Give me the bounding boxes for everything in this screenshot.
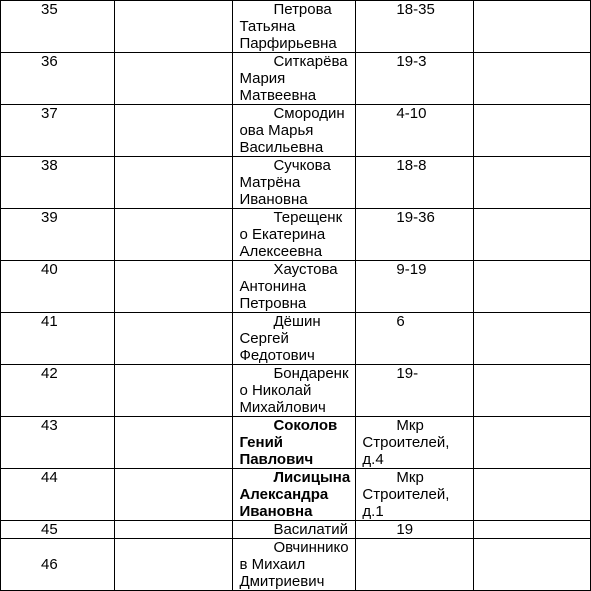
- full-name-line-wrap: [239, 174, 353, 191]
- address-line: 19: [396, 521, 414, 538]
- row-number: 40: [41, 261, 58, 278]
- full-name-cell: [233, 209, 356, 261]
- full-name-line: Овчиннико: [273, 539, 349, 556]
- table-row: [1, 105, 591, 157]
- empty-cell: [114, 521, 233, 539]
- row-number-cell: [1, 417, 115, 469]
- address-cell: [356, 313, 474, 365]
- full-name-line-wrap: [239, 226, 353, 243]
- address-line: Строителей,: [362, 434, 450, 451]
- address-cell: [356, 1, 474, 53]
- full-name-line: Мария: [239, 70, 286, 87]
- empty-cell: [114, 105, 233, 157]
- full-name-line: Михайлович: [239, 399, 326, 416]
- row-number-cell: [1, 521, 115, 539]
- full-name-line-wrap: [239, 1, 353, 18]
- address-cell: [356, 539, 474, 591]
- address-line: Мкр: [396, 417, 424, 434]
- full-name-line-wrap: [239, 157, 353, 174]
- row-number-cell: [1, 157, 115, 209]
- address-cell: [356, 105, 474, 157]
- address-line-wrap: [362, 209, 471, 226]
- address-cell: [356, 53, 474, 105]
- address-line-wrap: [362, 261, 471, 278]
- address-cell: [356, 209, 474, 261]
- full-name-line-wrap: [239, 261, 353, 278]
- row-number-cell: [1, 313, 115, 365]
- full-name-line-wrap: [239, 139, 353, 156]
- row-number-cell: [1, 261, 115, 313]
- empty-cell: [114, 209, 233, 261]
- full-name-line-wrap: [239, 122, 353, 139]
- address-line: д.1: [362, 503, 384, 520]
- full-name-line: о Николай: [239, 382, 312, 399]
- full-name-line: ова Марья: [239, 122, 314, 139]
- full-name-line-wrap: [239, 573, 353, 590]
- full-name-line-wrap: [239, 87, 353, 104]
- empty-cell: [474, 313, 591, 365]
- address-line: 4-10: [396, 105, 427, 122]
- row-number: 38: [41, 157, 58, 174]
- full-name-line-wrap: [239, 451, 353, 468]
- empty-cell: [114, 469, 233, 521]
- full-name-line: в Михаил: [239, 556, 306, 573]
- full-name-line-wrap: [239, 469, 353, 486]
- full-name-line: Дмитриевич: [239, 573, 325, 590]
- address-line-wrap: [362, 434, 471, 451]
- empty-cell: [474, 1, 591, 53]
- address-line-wrap: [362, 486, 471, 503]
- full-name-line-wrap: [239, 365, 353, 382]
- full-name-line: Татьяна: [239, 18, 296, 35]
- full-name-cell: [233, 417, 356, 469]
- table-row: [1, 261, 591, 313]
- address-line-wrap: [362, 503, 471, 520]
- full-name-line: Ситкарёва: [273, 53, 348, 70]
- address-line: 18-35: [396, 1, 435, 18]
- address-cell: [356, 157, 474, 209]
- row-number-cell: [1, 539, 115, 591]
- full-name-line: Петрова: [273, 1, 332, 18]
- full-name-line-wrap: [239, 18, 353, 35]
- address-line: Мкр: [396, 469, 424, 486]
- address-line-wrap: [362, 53, 471, 70]
- address-line: 19-: [396, 365, 419, 382]
- full-name-line-wrap: [239, 556, 353, 573]
- full-name-cell: [233, 539, 356, 591]
- full-name-line-wrap: [239, 243, 353, 260]
- empty-cell: [474, 261, 591, 313]
- full-name-line: Ивановна: [239, 191, 308, 208]
- address-line: 18-8: [396, 157, 427, 174]
- full-name-line: Соколов: [273, 417, 338, 434]
- full-name-line-wrap: [239, 417, 353, 434]
- full-name-line: Петровна: [239, 295, 307, 312]
- empty-cell: [474, 417, 591, 469]
- full-name-line: Александра: [239, 486, 329, 503]
- empty-cell: [114, 365, 233, 417]
- row-number-cell: [1, 209, 115, 261]
- empty-cell: [114, 53, 233, 105]
- full-name-line-wrap: [239, 295, 353, 312]
- full-name-cell: [233, 521, 356, 539]
- full-name-line: Лисицына: [273, 469, 351, 486]
- empty-cell: [114, 261, 233, 313]
- full-name-line: Матвеевна: [239, 87, 317, 104]
- row-number: 46: [41, 556, 58, 573]
- full-name-line-wrap: [239, 539, 353, 556]
- full-name-line-wrap: [239, 347, 353, 364]
- row-number: 43: [41, 417, 58, 434]
- full-name-cell: [233, 469, 356, 521]
- empty-cell: [114, 539, 233, 591]
- full-name-line: Смородин: [273, 105, 345, 122]
- empty-cell: [114, 417, 233, 469]
- full-name-cell: [233, 1, 356, 53]
- full-name-line: Васильевна: [239, 139, 324, 156]
- row-number: 36: [41, 53, 58, 70]
- table-row: [1, 521, 591, 539]
- address-line: 19-3: [396, 53, 427, 70]
- address-line-wrap: [362, 417, 471, 434]
- address-line-wrap: [362, 157, 471, 174]
- row-number: 45: [41, 521, 58, 538]
- empty-cell: [474, 539, 591, 591]
- full-name-cell: [233, 105, 356, 157]
- full-name-line-wrap: [239, 191, 353, 208]
- full-name-line: Сергей: [239, 330, 289, 347]
- row-number-cell: [1, 105, 115, 157]
- full-name-line: Терещенк: [273, 209, 343, 226]
- table-row: [1, 469, 591, 521]
- address-cell: [356, 521, 474, 539]
- table-row: [1, 417, 591, 469]
- address-cell: [356, 417, 474, 469]
- full-name-line: Василатий: [273, 521, 349, 538]
- full-name-line-wrap: [239, 399, 353, 416]
- empty-cell: [474, 521, 591, 539]
- address-line-wrap: [362, 521, 471, 538]
- full-name-line: Ивановна: [239, 503, 313, 520]
- full-name-line: Парфирьевна: [239, 35, 337, 52]
- address-line: Строителей,: [362, 486, 450, 503]
- row-number-cell: [1, 53, 115, 105]
- full-name-line-wrap: [239, 486, 353, 503]
- empty-cell: [474, 209, 591, 261]
- empty-cell: [114, 157, 233, 209]
- row-number: 35: [41, 1, 58, 18]
- empty-cell: [474, 105, 591, 157]
- table-row: [1, 539, 591, 591]
- table-row: [1, 313, 591, 365]
- full-name-line: о Екатерина: [239, 226, 326, 243]
- residents-table-body: [1, 1, 591, 591]
- address-line-wrap: [362, 1, 471, 18]
- full-name-line: Матрёна: [239, 174, 301, 191]
- row-number: 41: [41, 313, 58, 330]
- full-name-cell: [233, 53, 356, 105]
- table-row: [1, 365, 591, 417]
- full-name-line: Сучкова: [273, 157, 331, 174]
- empty-cell: [474, 365, 591, 417]
- row-number: 37: [41, 105, 58, 122]
- full-name-line-wrap: [239, 70, 353, 87]
- address-line-wrap: [362, 469, 471, 486]
- full-name-line-wrap: [239, 382, 353, 399]
- empty-cell: [114, 313, 233, 365]
- full-name-line-wrap: [239, 105, 353, 122]
- full-name-line: Хаустова: [273, 261, 338, 278]
- full-name-cell: [233, 365, 356, 417]
- full-name-line-wrap: [239, 35, 353, 52]
- address-line: 6: [396, 313, 405, 330]
- empty-cell: [474, 157, 591, 209]
- full-name-cell: [233, 313, 356, 365]
- row-number: 44: [41, 469, 58, 486]
- empty-cell: [114, 1, 233, 53]
- table-row: [1, 157, 591, 209]
- address-cell: [356, 261, 474, 313]
- table-row: [1, 209, 591, 261]
- address-line-wrap: [362, 105, 471, 122]
- table-row: [1, 1, 591, 53]
- row-number-cell: [1, 1, 115, 53]
- full-name-line: Алексеевна: [239, 243, 323, 260]
- full-name-line: Павлович: [239, 451, 314, 468]
- table-row: [1, 53, 591, 105]
- full-name-line-wrap: [239, 330, 353, 347]
- empty-cell: [474, 53, 591, 105]
- address-line-wrap: [362, 365, 471, 382]
- full-name-line: Дёшин: [273, 313, 321, 330]
- full-name-line: Федотович: [239, 347, 315, 364]
- address-cell: [356, 469, 474, 521]
- full-name-line-wrap: [239, 434, 353, 451]
- full-name-line: Бондаренк: [273, 365, 349, 382]
- full-name-line-wrap: [239, 278, 353, 295]
- address-cell: [356, 365, 474, 417]
- full-name-line: Антонина: [239, 278, 307, 295]
- address-line-wrap: [362, 313, 471, 330]
- full-name-cell: [233, 261, 356, 313]
- full-name-line-wrap: [239, 503, 353, 520]
- row-number: 42: [41, 365, 58, 382]
- full-name-line-wrap: [239, 313, 353, 330]
- address-line-wrap: [362, 451, 471, 468]
- address-line: 19-36: [396, 209, 435, 226]
- row-number-cell: [1, 469, 115, 521]
- full-name-cell: [233, 157, 356, 209]
- row-number: 39: [41, 209, 58, 226]
- full-name-line-wrap: [239, 53, 353, 70]
- full-name-line: Гений: [239, 434, 284, 451]
- address-line: 9-19: [396, 261, 427, 278]
- row-number-cell: [1, 365, 115, 417]
- empty-cell: [474, 469, 591, 521]
- address-line: д.4: [362, 451, 384, 468]
- full-name-line-wrap: [239, 209, 353, 226]
- full-name-line-wrap: [239, 521, 353, 538]
